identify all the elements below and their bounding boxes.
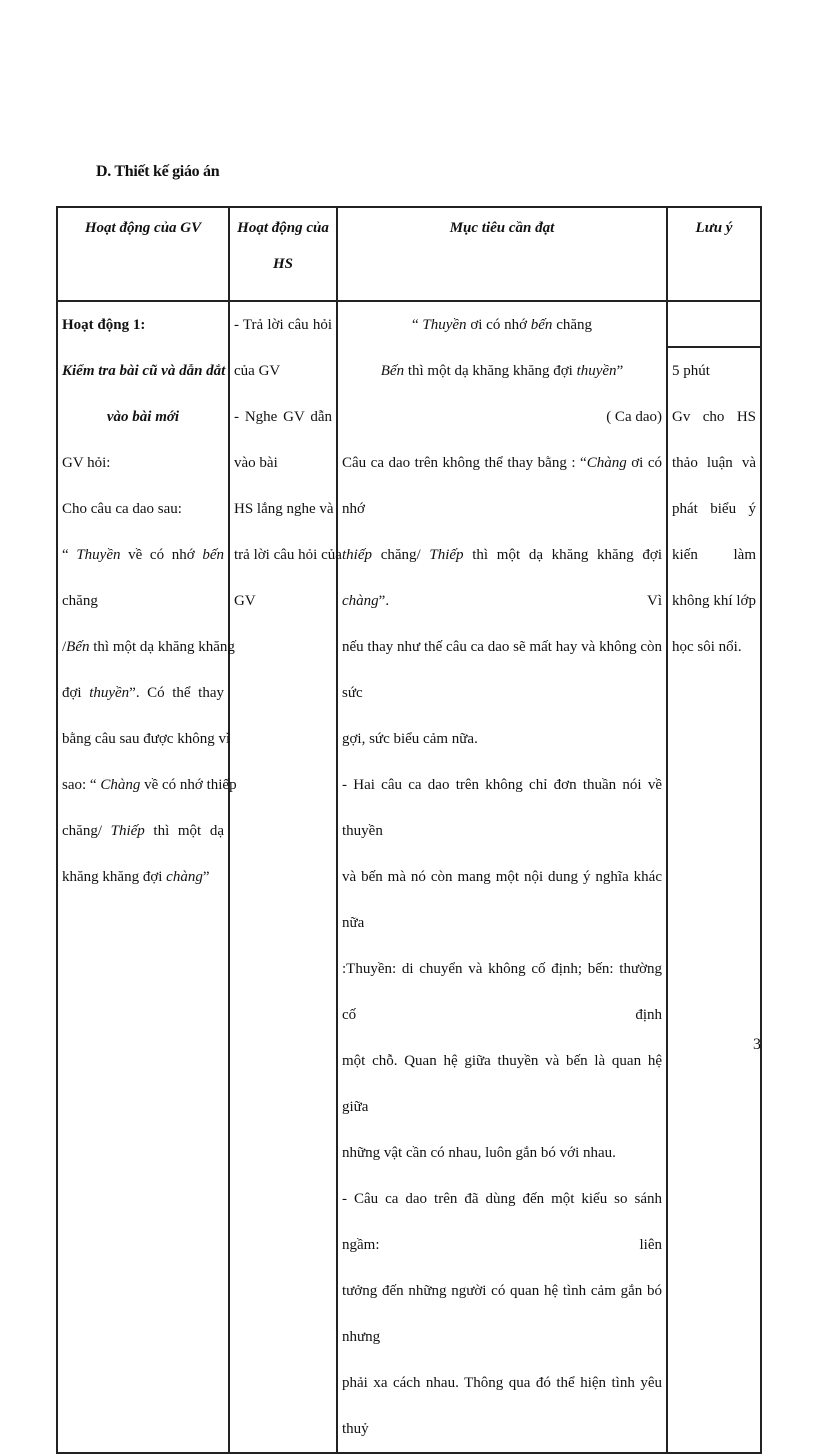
teacher-activity-cell: Hoạt động 1: Kiểm tra bài cũ và dẫn dắt vào bài mới GV hỏi: Cho câu ca dao sau: “ Thuyền về có nhớ bến chăng /Bến thì một dạ khăng khăng đợi thuyền”. Có thể thay bằng câu sau được không vì sao: “ Chàng về có nhớ thiếp chăng/ Thiếp thì một dạ khăng khăng đợi chàng” <box>57 301 229 1453</box>
section-heading: D. Thiết kế giáo án <box>96 163 220 180</box>
notes-divider <box>668 302 760 348</box>
header-notes: Lưu ý <box>667 207 761 301</box>
header-teacher-activity: Hoạt động của GV <box>57 207 229 301</box>
poem-source: ( Ca dao) <box>606 409 662 425</box>
activity-title: Hoạt động 1: <box>62 317 146 333</box>
activity-subtitle: Kiểm tra bài cũ và dẫn dắt <box>62 363 226 379</box>
lesson-plan-table <box>56 206 762 1454</box>
activity-subtitle: vào bài mới <box>106 409 180 425</box>
table-header-row <box>57 207 761 301</box>
page-number: 3 <box>753 1036 761 1053</box>
poem-quote: Bến thì một dạ khăng khăng đợi thuyền” <box>380 363 624 379</box>
header-goals: Mục tiêu cần đạt <box>337 207 667 301</box>
poem-quote: “ Thuyền ơi có nhớ bến chăng <box>411 317 593 333</box>
header-student-activity: Hoạt động của HS <box>229 207 337 301</box>
student-activity-cell: - Trả lời câu hỏi của GV - Nghe GV dẫn vào bài HS lắng nghe và trả lời câu hỏi của GV <box>229 301 337 1453</box>
goals-cell: “ Thuyền ơi có nhớ bến chăng Bến thì một dạ khăng khăng đợi thuyền” ( Ca dao) Câu ca dao trên không thể thay bằng : “Chàng ơi có nhớ thiếp chăng/ Thiếp thì một dạ khăng khăng đợi chàng”. Vì nếu thay như thế câu ca dao sẽ mất hay và không còn sức gợi, sức biểu cảm nữa. - Hai câu ca dao trên không chỉ đơn thuần nói về thuyền và bến mà nó còn mang một nội dung ý nghĩa khác nữa :Thuyền: di chuyển và không cố định; bến: thường cố định một chỗ. Quan hệ giữa thuyền và bến là quan hệ giữa những vật cần có nhau, luôn gắn bó với nhau. - Câu ca dao trên đã dùng đến một kiểu so sánh ngầm: liên tưởng đến những người có quan hệ tình cảm gắn bó nhưng phải xa cách nhau. Thông qua đó thể hiện tình yêu thuỷ <box>337 301 667 1453</box>
table-row <box>57 301 761 1453</box>
notes-cell: 5 phút Gv cho HS thảo luận và phát biểu ý kiến làm không khí lớp học sôi nổi. <box>667 301 761 1453</box>
